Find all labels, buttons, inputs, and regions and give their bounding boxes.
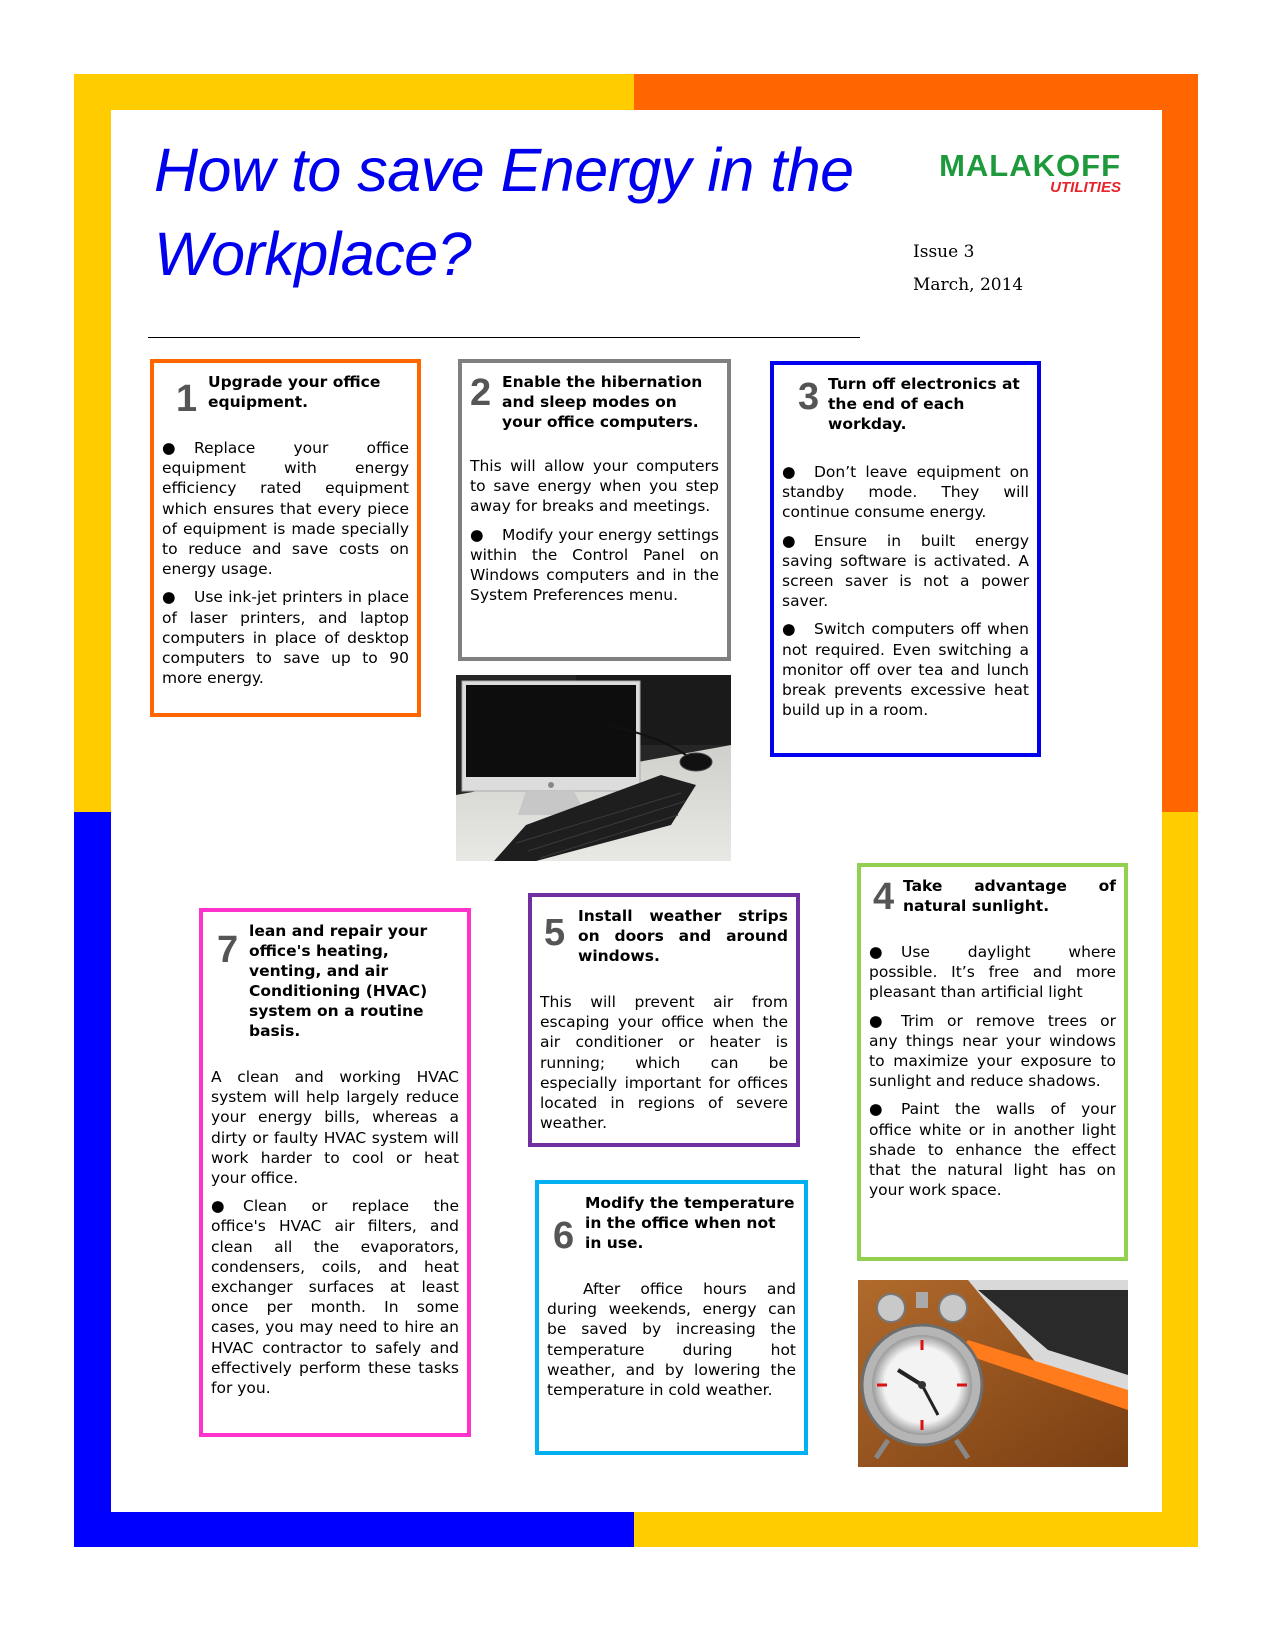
tip-paragraph: This will prevent air from escaping your office when the air conditioner or heater is running; which can be especially important for offices located in regions of severe weather.: [540, 993, 788, 1133]
bullet-icon: ●: [869, 1011, 883, 1030]
tip-number: 2: [470, 372, 492, 414]
frame-top-left: [74, 74, 634, 110]
tip-paragraph: ● Ensure in built energy saving software is activated. A screen saver is not a power saver.: [782, 531, 1029, 611]
issue-number: Issue 3: [913, 242, 975, 262]
frame-right-upper: [1162, 74, 1198, 812]
tip-card-2: [458, 359, 731, 661]
tip-body: [540, 992, 788, 1133]
tip-body: [869, 942, 1116, 1200]
header-divider: [148, 337, 860, 338]
tip-paragraph: ● Replace your office equipment with energy efficiency rated equipment which ensures that every piece of equipment is made specially to reduce and save costs on energy usage.: [162, 439, 409, 579]
tip-title: Enable the hibernation and sleep modes on your office computers.: [502, 373, 703, 431]
tip-paragraph: ● Clean or replace the office's HVAC air filters, and clean all the evaporators, condensers, coils, and heat exchanger surfaces at least once per month. In some cases, you may need to hire an HVAC contractor to safely and effectively perform these tasks for you.: [211, 1197, 459, 1398]
frame-left-upper: [74, 74, 111, 812]
tip-paragraph: This will allow your computers to save energy when you step away for breaks and meetings.: [470, 457, 719, 516]
tip-number: 5: [544, 912, 566, 954]
tip-header: [547, 1193, 796, 1257]
tip-number: 7: [217, 929, 239, 971]
tip-body: [547, 1279, 796, 1400]
tip-body: [470, 456, 719, 605]
tip-body: [162, 438, 409, 688]
tip-card-4: [857, 863, 1128, 1261]
tip-header: [869, 876, 1116, 916]
tip-title: Upgrade your office equipment.: [208, 373, 381, 411]
bullet-icon: ●: [162, 588, 176, 607]
frame-bottom-right: [634, 1512, 1198, 1547]
tip-title: Take advantage of natural sunlight.: [903, 877, 1116, 915]
tip-number: 1: [176, 378, 198, 420]
frame-right-lower: [1162, 812, 1198, 1547]
frame-left-lower: [74, 812, 111, 1547]
tip-header: [162, 372, 409, 420]
photo-computer-keyboard: [456, 675, 731, 861]
frame-top-right: [634, 74, 1198, 110]
tip-paragraph: ● Use daylight where possible. It’s free and more pleasant than artificial light: [869, 943, 1116, 1002]
bullet-icon: ●: [869, 1100, 883, 1119]
tip-title: Install weather strips on doors and around windows.: [578, 907, 788, 965]
tip-header: [211, 921, 459, 1041]
bullet-icon: ●: [211, 1197, 225, 1216]
tip-header: [782, 374, 1029, 434]
page-title: How to save Energy in the Workplace?: [154, 136, 854, 288]
tip-paragraph: A clean and working HVAC system will help largely reduce your energy bills, whereas a dirty or faulty HVAC system will work harder to cool or heat your office.: [211, 1068, 459, 1188]
tip-card-5: [528, 893, 800, 1147]
tip-paragraph: ● Paint the walls of your office white or in another light shade to enhance the effect that the natural light has on your work space.: [869, 1100, 1116, 1200]
tip-paragraph: ● Trim or remove trees or any things near your windows to maximize your exposure to sunlight and reduce shadows.: [869, 1011, 1116, 1091]
logo-sub-text: UTILITIES: [1050, 179, 1121, 196]
tip-body: [211, 1067, 459, 1398]
tip-paragraph: ● Use ink-jet printers in place of laser printers, and laptop computers in place of desktop computers to save up to 90 more energy.: [162, 588, 409, 688]
tip-number: 6: [553, 1215, 575, 1257]
tip-card-6: [535, 1180, 808, 1455]
tip-body: [782, 462, 1029, 720]
bullet-icon: ●: [782, 463, 796, 481]
tip-number: 3: [798, 376, 820, 418]
tip-paragraph: ● Don’t leave equipment on standby mode. They will continue consume energy.: [782, 463, 1029, 522]
tip-header: [540, 906, 788, 966]
tip-title: lean and repair your office's heating, venting, and air Conditioning (HVAC) system on a routine basis.: [249, 922, 428, 1040]
company-logo: [905, 150, 1121, 195]
tip-title: Turn off electronics at the end of each workday.: [828, 375, 1020, 433]
tip-title: Modify the temperature in the office when not in use.: [585, 1194, 795, 1252]
tip-card-1: [150, 359, 421, 717]
bullet-icon: ●: [470, 525, 484, 544]
photo-alarm-clock: [858, 1280, 1128, 1467]
bullet-icon: ●: [869, 943, 883, 961]
tip-paragraph: ● Switch computers off when not required. Even switching a monitor off over tea and lunch break prevents excessive heat build up in a room.: [782, 620, 1029, 720]
tip-paragraph: After office hours and during weekends, energy can be saved by increasing the temperature during hot weather, and by lowering the temperature in cold weather.: [547, 1280, 796, 1400]
tip-header: [470, 372, 719, 432]
tip-card-3: [770, 361, 1041, 757]
bullet-icon: ●: [162, 439, 176, 457]
bullet-icon: ●: [782, 620, 796, 639]
logo-main-text: MALAKOFF: [939, 148, 1121, 183]
issue-date: March, 2014: [913, 275, 1024, 295]
bullet-icon: ●: [782, 531, 796, 550]
tip-card-7: [199, 908, 471, 1437]
frame-bottom-left: [74, 1512, 634, 1547]
tip-paragraph: ● Modify your energy settings within the Control Panel on Windows computers and in the System Preferences menu.: [470, 525, 719, 605]
issue-info: [913, 236, 1023, 302]
tip-number: 4: [873, 876, 895, 918]
